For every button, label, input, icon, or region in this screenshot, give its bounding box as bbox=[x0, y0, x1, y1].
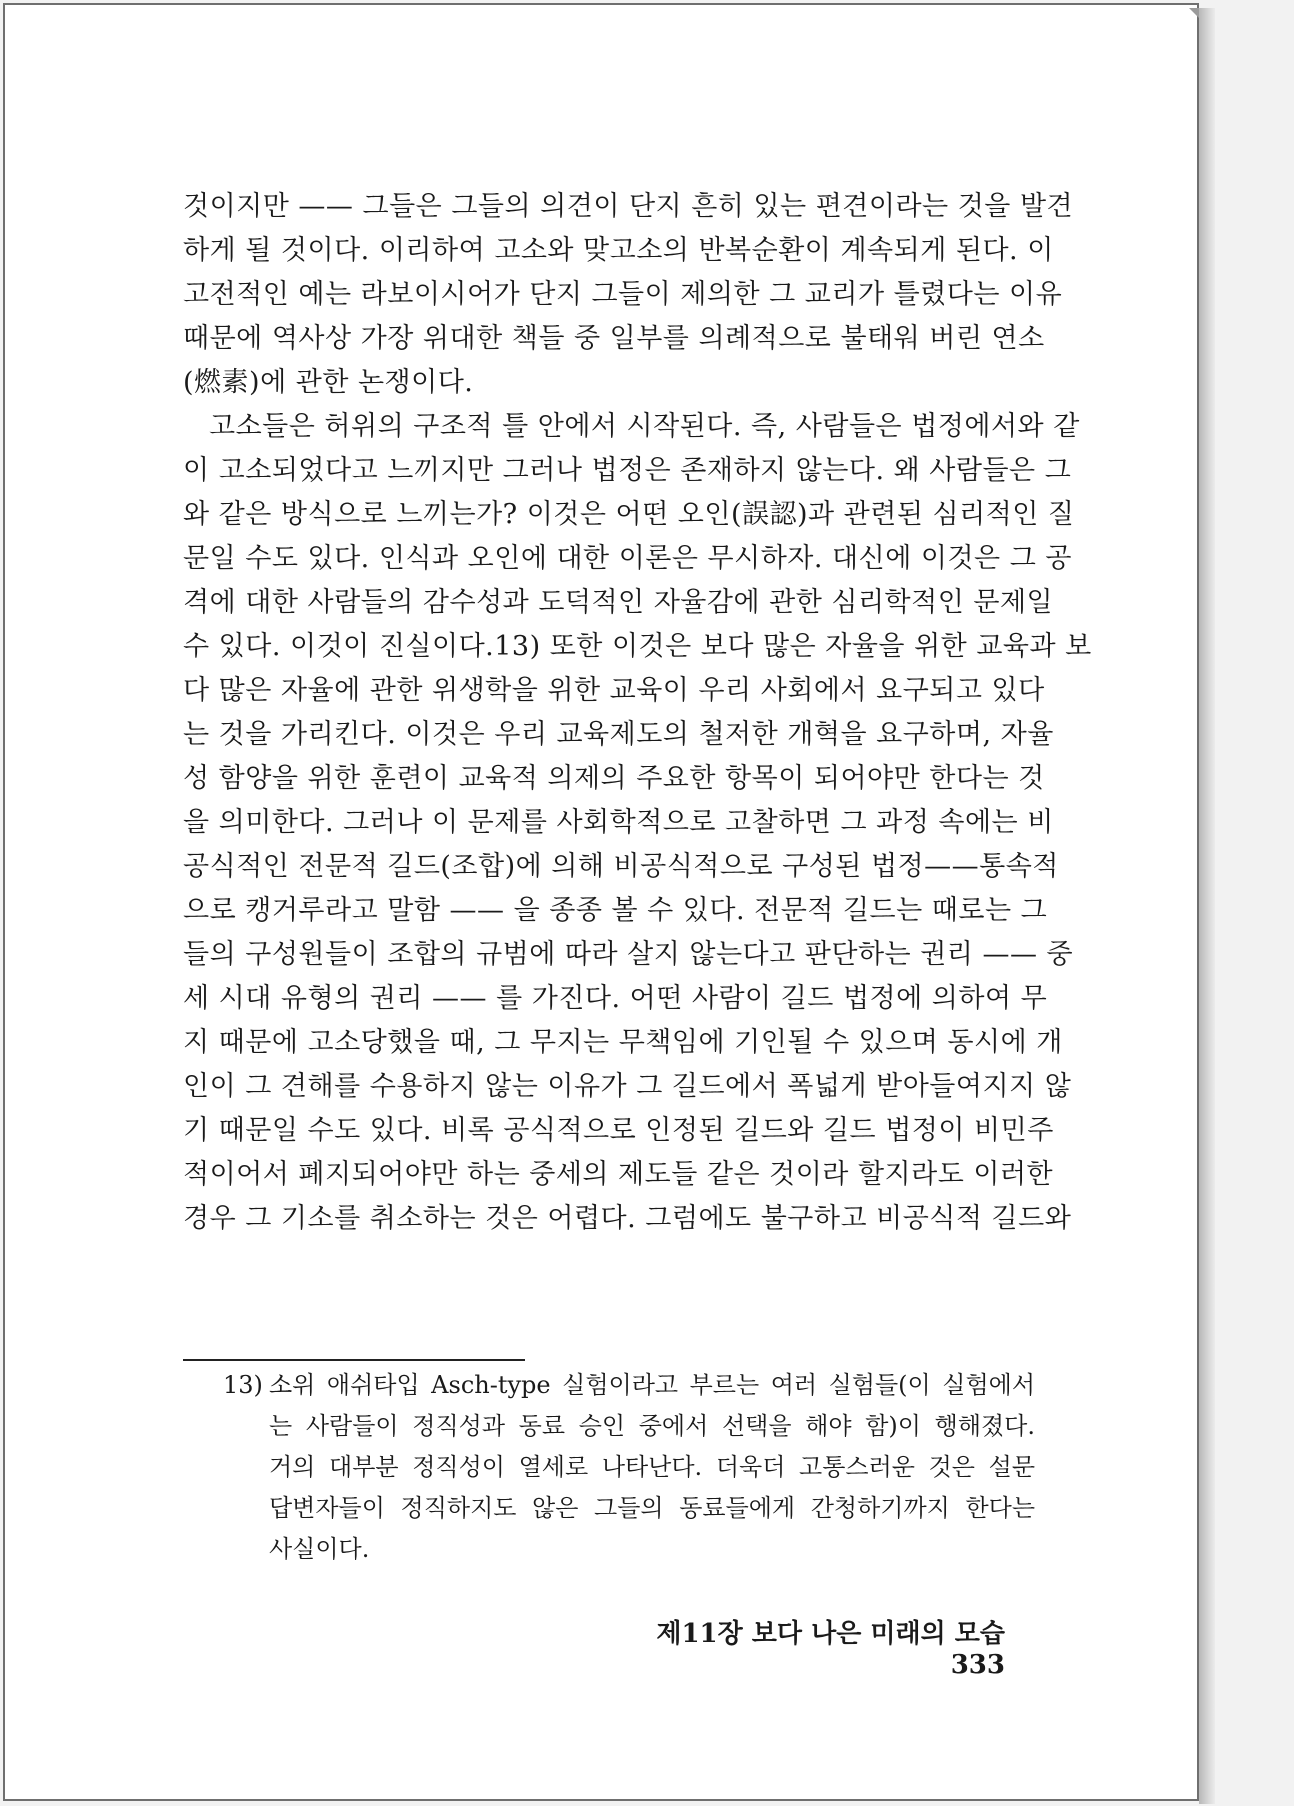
text-line: 인이 그 견해를 수용하지 않는 이유가 그 길드에서 폭넓게 받아들여지지 않 bbox=[183, 1071, 1072, 1102]
footnote-text: 소위 애쉬타입 Asch-type 실험이라고 부르는 여러 실험들(이 실험에서 bbox=[269, 1371, 1035, 1399]
footnote-divider bbox=[183, 1359, 525, 1361]
text-line: 문일 수도 있다. 인식과 오인에 대한 이론은 무시하자. 대신에 이것은 그 공 bbox=[183, 543, 1072, 574]
text-line: 때문에 역사상 가장 위대한 책들 중 일부를 의례적으로 불태워 버린 연소 bbox=[183, 323, 1045, 354]
text-line: 다 많은 자율에 관한 위생학을 위한 교육이 우리 사회에서 요구되고 있다 bbox=[183, 675, 1045, 706]
text-line: 적이어서 폐지되어야만 하는 중세의 제도들 같은 것이라 할지라도 이러한 bbox=[183, 1159, 1054, 1190]
running-footer bbox=[605, 1613, 1005, 1680]
main-text bbox=[183, 185, 1092, 1241]
text-line: 고전적인 예는 라보이시어가 단지 그들이 제의한 그 교리가 틀렸다는 이유 bbox=[183, 279, 1063, 310]
text-line: 수 있다. 이것이 진실이다.13) 또한 이것은 보다 많은 자율을 위한 교육과 보 bbox=[183, 631, 1092, 662]
text-line: 경우 그 기소를 취소하는 것은 어렵다. 그럼에도 불구하고 비공식적 길드와 bbox=[183, 1203, 1072, 1234]
text-line: 것이지만 —— 그들은 그들의 의견이 단지 흔히 있는 편견이라는 것을 발견 bbox=[183, 191, 1074, 222]
text-line: 을 의미한다. 그러나 이 문제를 사회학적으로 고찰하면 그 과정 속에는 비 bbox=[183, 807, 1054, 838]
footnote-line bbox=[223, 1365, 1035, 1406]
footnote-line: 사실이다. bbox=[269, 1535, 370, 1563]
footnote-number: 13) bbox=[223, 1371, 263, 1399]
text-line: 성 함양을 위한 훈련이 교육적 의제의 주요한 항목이 되어야만 한다는 것 bbox=[183, 763, 1045, 794]
text-line: (燃素)에 관한 논쟁이다. bbox=[183, 367, 474, 398]
text-line: 이 고소되었다고 느끼지만 그러나 법정은 존재하지 않는다. 왜 사람들은 그 bbox=[183, 455, 1072, 486]
text-line: 공식적인 전문적 길드(조합)에 의해 비공식적으로 구성된 법정——통속적 bbox=[183, 851, 1059, 882]
text-line: 들의 구성원들이 조합의 규범에 따라 살지 않는다고 판단하는 권리 —— 중 bbox=[183, 939, 1074, 970]
footnote-line: 거의 대부분 정직성이 열세로 나타난다. 더욱더 고통스러운 것은 설문 bbox=[269, 1453, 1035, 1481]
text-line: 세 시대 유형의 권리 —— 를 가진다. 어떤 사람이 길드 법정에 의하여 무 bbox=[183, 983, 1048, 1014]
text-line: 와 같은 방식으로 느끼는가? 이것은 어떤 오인(誤認)과 관련된 심리적인 질 bbox=[183, 499, 1075, 530]
text-line: 으로 캥거루라고 말함 —— 을 종종 볼 수 있다. 전문적 길드는 때로는 그 bbox=[183, 895, 1048, 926]
book-page bbox=[3, 3, 1199, 1801]
footnote-line: 답변자들이 정직하지도 않은 그들의 동료들에게 간청하기까지 한다는 bbox=[269, 1494, 1035, 1522]
text-line: 기 때문일 수도 있다. 비록 공식적으로 인정된 길드와 길드 법정이 비민주 bbox=[183, 1115, 1054, 1146]
text-line: 고소들은 허위의 구조적 틀 안에서 시작된다. 즉, 사람들은 법정에서와 같 bbox=[209, 411, 1080, 442]
text-line: 는 것을 가리킨다. 이것은 우리 교육제도의 철저한 개혁을 요구하며, 자율 bbox=[183, 719, 1054, 750]
text-line: 격에 대한 사람들의 감수성과 도덕적인 자율감에 관한 심리학적인 문제일 bbox=[183, 587, 1054, 618]
text-line: 하게 될 것이다. 이리하여 고소와 맞고소의 반복순환이 계속되게 된다. 이 bbox=[183, 235, 1054, 266]
text-line: 지 때문에 고소당했을 때, 그 무지는 무책임에 기인될 수 있으며 동시에 개 bbox=[183, 1027, 1063, 1058]
footnote bbox=[223, 1365, 1035, 1570]
page-edge-shadow bbox=[1199, 8, 1215, 1804]
chapter-title: 제11장 보다 나은 미래의 모습 bbox=[656, 1619, 1005, 1649]
footnote-line: 는 사람들이 정직성과 동료 승인 중에서 선택을 해야 함)이 행해졌다. bbox=[269, 1412, 1035, 1440]
page-number: 333 bbox=[950, 1650, 1005, 1680]
